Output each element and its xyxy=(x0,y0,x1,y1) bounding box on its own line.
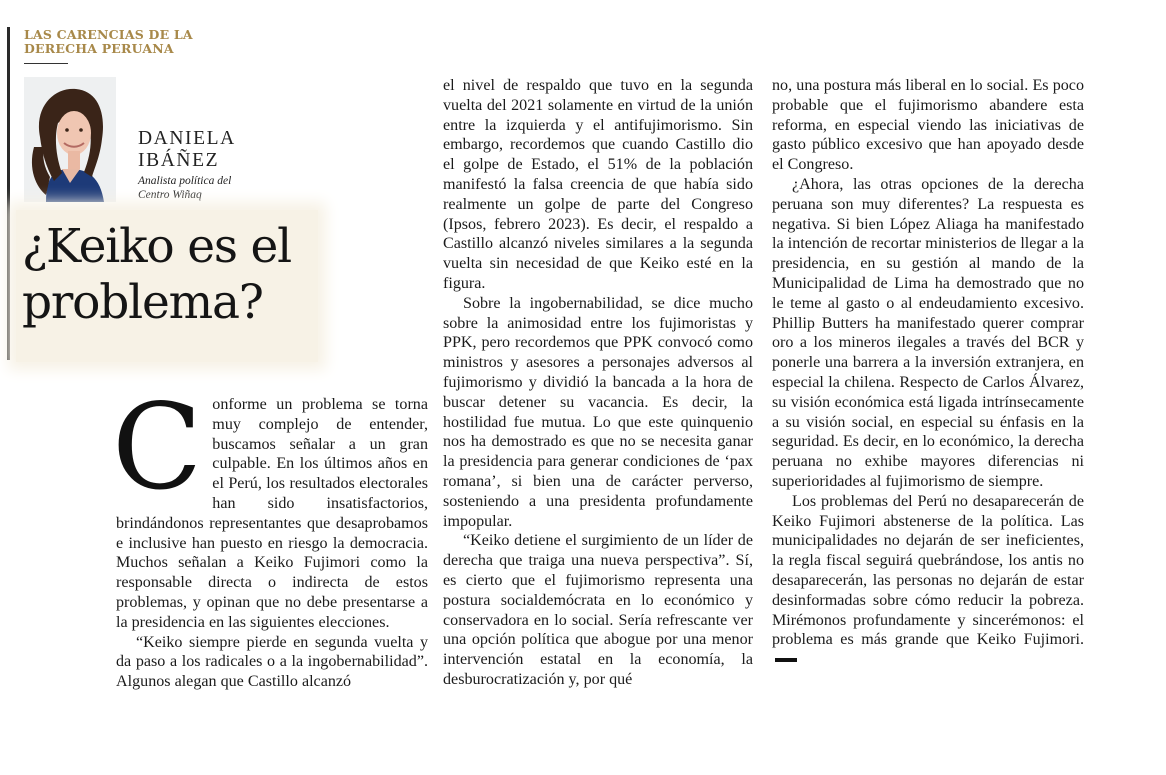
author-name: DANIELA IBÁÑEZ xyxy=(138,128,235,171)
article-paragraph-2: “Keiko siempre pierde en segunda vuelta y da paso a los radicales o a la ingobernabilidad”. Algunos alegan que Castillo alcanzó xyxy=(116,633,428,691)
end-mark-icon xyxy=(775,658,797,662)
article-column-1 xyxy=(112,378,428,692)
headline: ¿Keiko es el problema? xyxy=(22,219,291,330)
left-rule xyxy=(7,27,10,360)
article-column-3 xyxy=(772,76,1084,670)
article-paragraph-3: el nivel de respaldo que tuvo en la segunda vuelta del 2021 solamente en virtud de la unión entre la izquierda y el antifujimorismo. Sin embargo, recordemos que cuando Castillo dio el golpe de Estado, el 51% de la población manifestó la falsa creencia de que había sido realmente un golpe de parte del Congreso (Ipsos, febrero 2023). Es decir, el respaldo a Castillo alcanzó niveles similares a la segunda vuelta sin necesidad de que Keiko esté en la figura. xyxy=(443,77,753,292)
section-divider xyxy=(24,63,68,64)
article-column-2 xyxy=(443,76,753,690)
dropcap: C xyxy=(112,378,203,516)
article-paragraph-5: “Keiko detiene el surgimiento de un líder de derecha que traiga una nueva perspectiva”. Sí, es cierto que el fujimorismo representa una postura socialdemócrata en lo económico y conservadora en lo social. Sería refrescante ver una opción política que abogue por una menor intervención estatal en la economía, la desburocratización y, por qué xyxy=(443,532,753,688)
paragraph-text: onforme un problema se torna muy complejo de entender, buscamos señalar a un gran culpable. En los últimos años en el Perú, los resultados electorales han sido insatisfactorios, brindándonos representantes que desaprobamos e inclusive han puesto en riesgo la democracia. Muchos señalan a Keiko Fujimori como la responsable directa o indirecta de estos problemas, y opinan que no debe presentarse a la presidencia en las siguientes elecciones. xyxy=(116,396,428,631)
author-role: Analista política del Centro Wiñaq xyxy=(138,175,232,201)
article-paragraph-8 xyxy=(772,492,1084,670)
article-paragraph-4: Sobre la ingobernabilidad, se dice mucho sobre la animosidad entre los fujimoristas y PPK, pero recordemos que PPK convocó como ministros y asesores a personajes adversos al fujimorismo y dividió la bancada a la hora de buscar detener su vacancia. Es decir, la hostilidad fue mutua. Lo que este quinquenio nos ha demostrado es que no se necesita ganar la presidencia para generar condiciones de ‘pax romana’, si bien una de carácter perverso, sosteniendo a una presidenta profundamente impopular. xyxy=(443,294,753,530)
article-paragraph-7: ¿Ahora, las otras opciones de la derecha peruana son muy diferentes? La respuesta es negativa. Si bien López Aliaga ha manifestado la intención de recortar ministerios de llegar a la presidencia, en su gestión al mando de la Municipalidad de Lima ha demostrado que no le teme al gasto o al endeudamiento excesivo. Phillip Butters ha manifestado querer comprar oro a los mineros ilegales a través del BCR y ponerle una barrera a la inversión extranjera, en especial la chilena. Respecto de Carlos Álvarez, su visión económica está ligada intrínsecamente a su visión social, en especial su énfasis en la seguridad. Es decir, en lo económico, la derecha peruana no exhibe mayores diferencias ni superioridades al fujimorismo de siempre. xyxy=(772,175,1084,490)
article-paragraph-1 xyxy=(112,378,428,633)
author-photo xyxy=(24,77,116,202)
section-label: LAS CARENCIAS DE LA DERECHA PERUANA xyxy=(24,27,193,56)
article-paragraph-6: no, una postura más liberal en lo social. Es poco probable que el fujimorismo abandere esta reforma, en especial viendo las iniciativas de gasto público excesivo que han apoyado desde el Congreso. xyxy=(772,77,1084,174)
paragraph-text: Los problemas del Perú no desaparecerán de Keiko Fujimori abstenerse de la política. Las municipalidades no dejarán de ser ineficientes, la regla fiscal seguirá quebrándose, los antis no desaparecerán, las personas no dejarán de estar desinformadas sobre cómo reducir la pobreza. Mirémonos profundamente y sincerémonos: el problema es más grande que Keiko Fujimori. xyxy=(772,492,1084,649)
